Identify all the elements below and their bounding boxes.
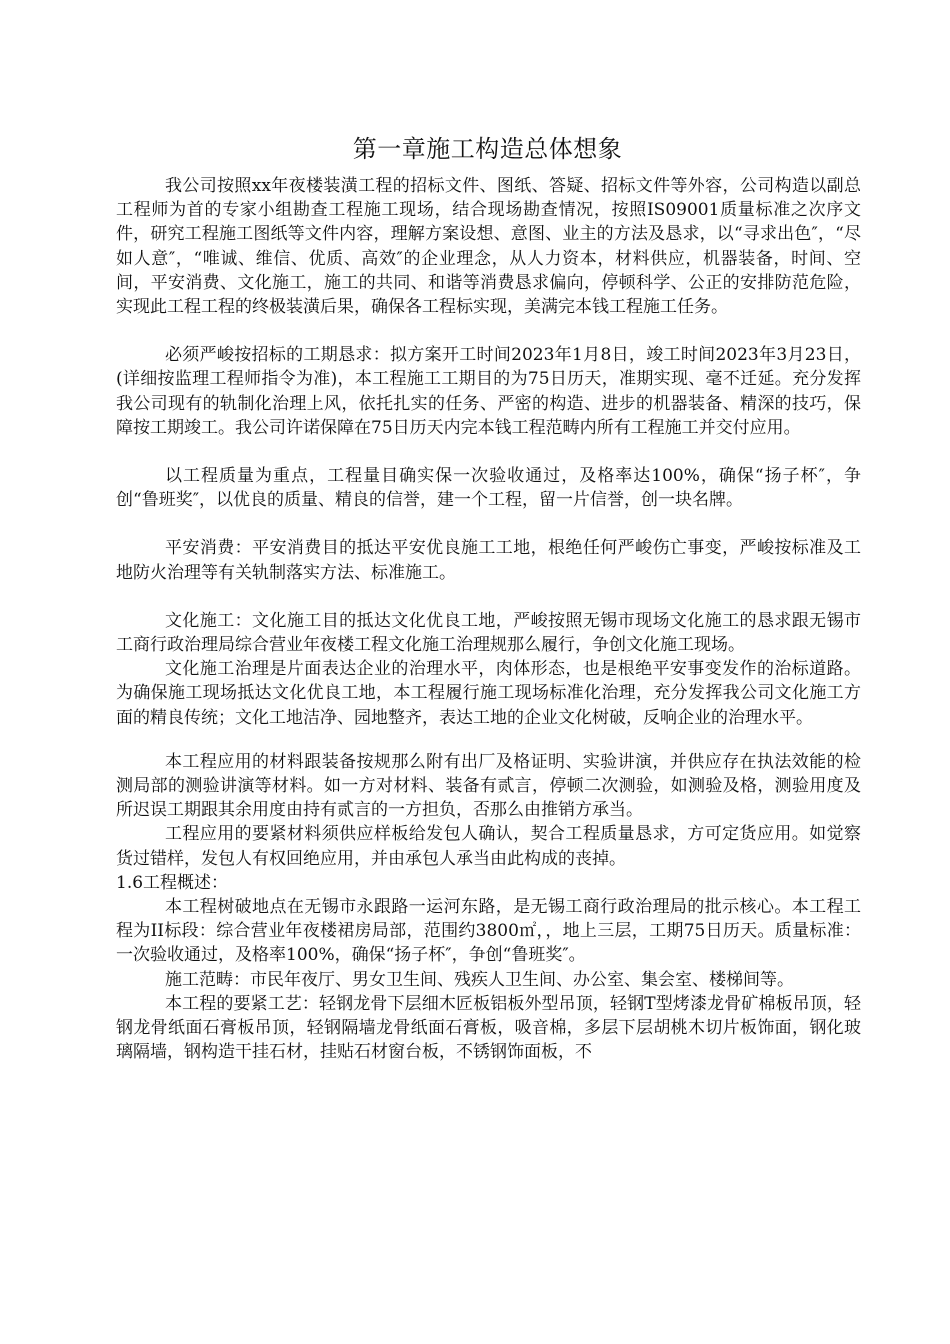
paragraph-civilized-construction: 文化施工：文化施工目的抵达文化优良工地，严峻按照无锡市现场文化施工的恳求跟无锡市工商行政治理局综合营业年夜楼工程文化施工治理规那么履行，争创文化施工现场。 bbox=[116, 610, 861, 656]
paragraph-intro: 我公司按照xx年夜楼装潢工程的招标文件、图纸、答疑、招标文件等外容，公司构造以副总工程师为首的专家小组勘查工程施工现场，结合现场勘查情况，按照IS09001质量标准之次序文件，研究工程施工图纸等文件内容，理解方案设想、意图、业主的方法及恳求，以“寻求出色″，“尽如人意″，“唯诚、维信、优质、高效″的企业理念，从人力资本，材料供应，机器装备，时间、空间，平安消费、文化施工，施工的共同、和谐等消费恳求偏向，停顿科学、公正的安排防范危险，实现此工程工程的终极装潢后果，确保各工程标实现，美满完本钱工程施工任务。 bbox=[116, 176, 861, 318]
paragraph-main-processes: 本工程的要紧工艺：轻钢龙骨下层细木匠板铝板外型吊顶，轻钢T型烤漆龙骨矿棉板吊顶，轻钢龙骨纸面石膏板吊顶，轻钢隔墙龙骨纸面石膏板，吸音棉，多层下层胡桃木切片板饰面，钢化玻璃隔墙，钢构造干挂石材，挂贴石材窗台板，不锈钢饰面板，不 bbox=[116, 993, 861, 1063]
paragraph-safety: 平安消费：平安消费目的抵达平安优良施工工地，根绝任何严峻伤亡事变，严峻按标准及工地防火治理等有关轨制落实方法、标准施工。 bbox=[116, 538, 861, 583]
paragraph-material-samples: 工程应用的要紧材料须供应样板给发包人确认，契合工程质量恳求，方可定货应用。如觉察货过错样，发包人有权回绝应用，并由承包人承当由此构成的丧掉。 bbox=[116, 824, 861, 869]
paragraph-construction-scope: 施工范畴：市民年夜厅、男女卫生间、残疾人卫生间、办公室、集会室、楼梯间等。 bbox=[165, 969, 794, 990]
paragraph-materials: 本工程应用的材料跟装备按规那么附有出厂及格证明、实验讲演，并供应存在执法效能的检测局部的测验讲演等材料。如一方对材料、装备有贰言，停顿二次测验，如测验及格，测验用度及所迟误工期跟其余用度由持有贰言的一方担负，否那么由推销方承当。 bbox=[116, 751, 861, 821]
paragraph-schedule: 必须严峻按招标的工期恳求：拟方案开工时间2023年1月8日，竣工时间2023年3月23日，(详细按监理工程师指令为准)，本工程施工工期目的为75日历天，准期实现、毫不迁延。充分发挥我公司现有的轨制化治理上风，依托扎实的任务、严密的构造、进步的机器装备、精深的技巧，保障按工期竣工。我公司许诺保障在75日历天内完本钱工程范畴内所有工程施工并交付应用。 bbox=[116, 345, 861, 438]
paragraph-quality: 以工程质量为重点，工程量目确实保一次验收通过，及格率达100%，确保“扬子杯″，争创“鲁班奖″，以优良的质量、精良的信誉，建一个工程，留一片信誉，创一块名牌。 bbox=[116, 466, 861, 511]
paragraph-civilized-management: 文化施工治理是片面表达企业的治理水平，肉体形态，也是根绝平安事变发作的治标道路。为确保施工现场抵达文化优良工地，本工程履行施工现场标准化治理，充分发挥我公司文化施工方面的精良传统；文化工地洁净、园地整齐，表达工地的企业文化树破，反响企业的治理水平。 bbox=[116, 659, 861, 728]
section-heading-overview: 1.6工程概述： bbox=[116, 872, 229, 893]
document-body bbox=[116, 174, 861, 1065]
chapter-title: 第一章施工构造总体想象 bbox=[352, 135, 623, 163]
paragraph-project-location: 本工程树破地点在无锡市永跟路一运河东路，是无锡工商行政治理局的批示核心。本工程工程为II标段：综合营业年夜楼裙房局部，范围约3800㎡，，地上三层，工期75日历天。质量标准：一次验收通过，及格率100%，确保“扬子杯″，争创“鲁班奖″。 bbox=[116, 897, 861, 966]
